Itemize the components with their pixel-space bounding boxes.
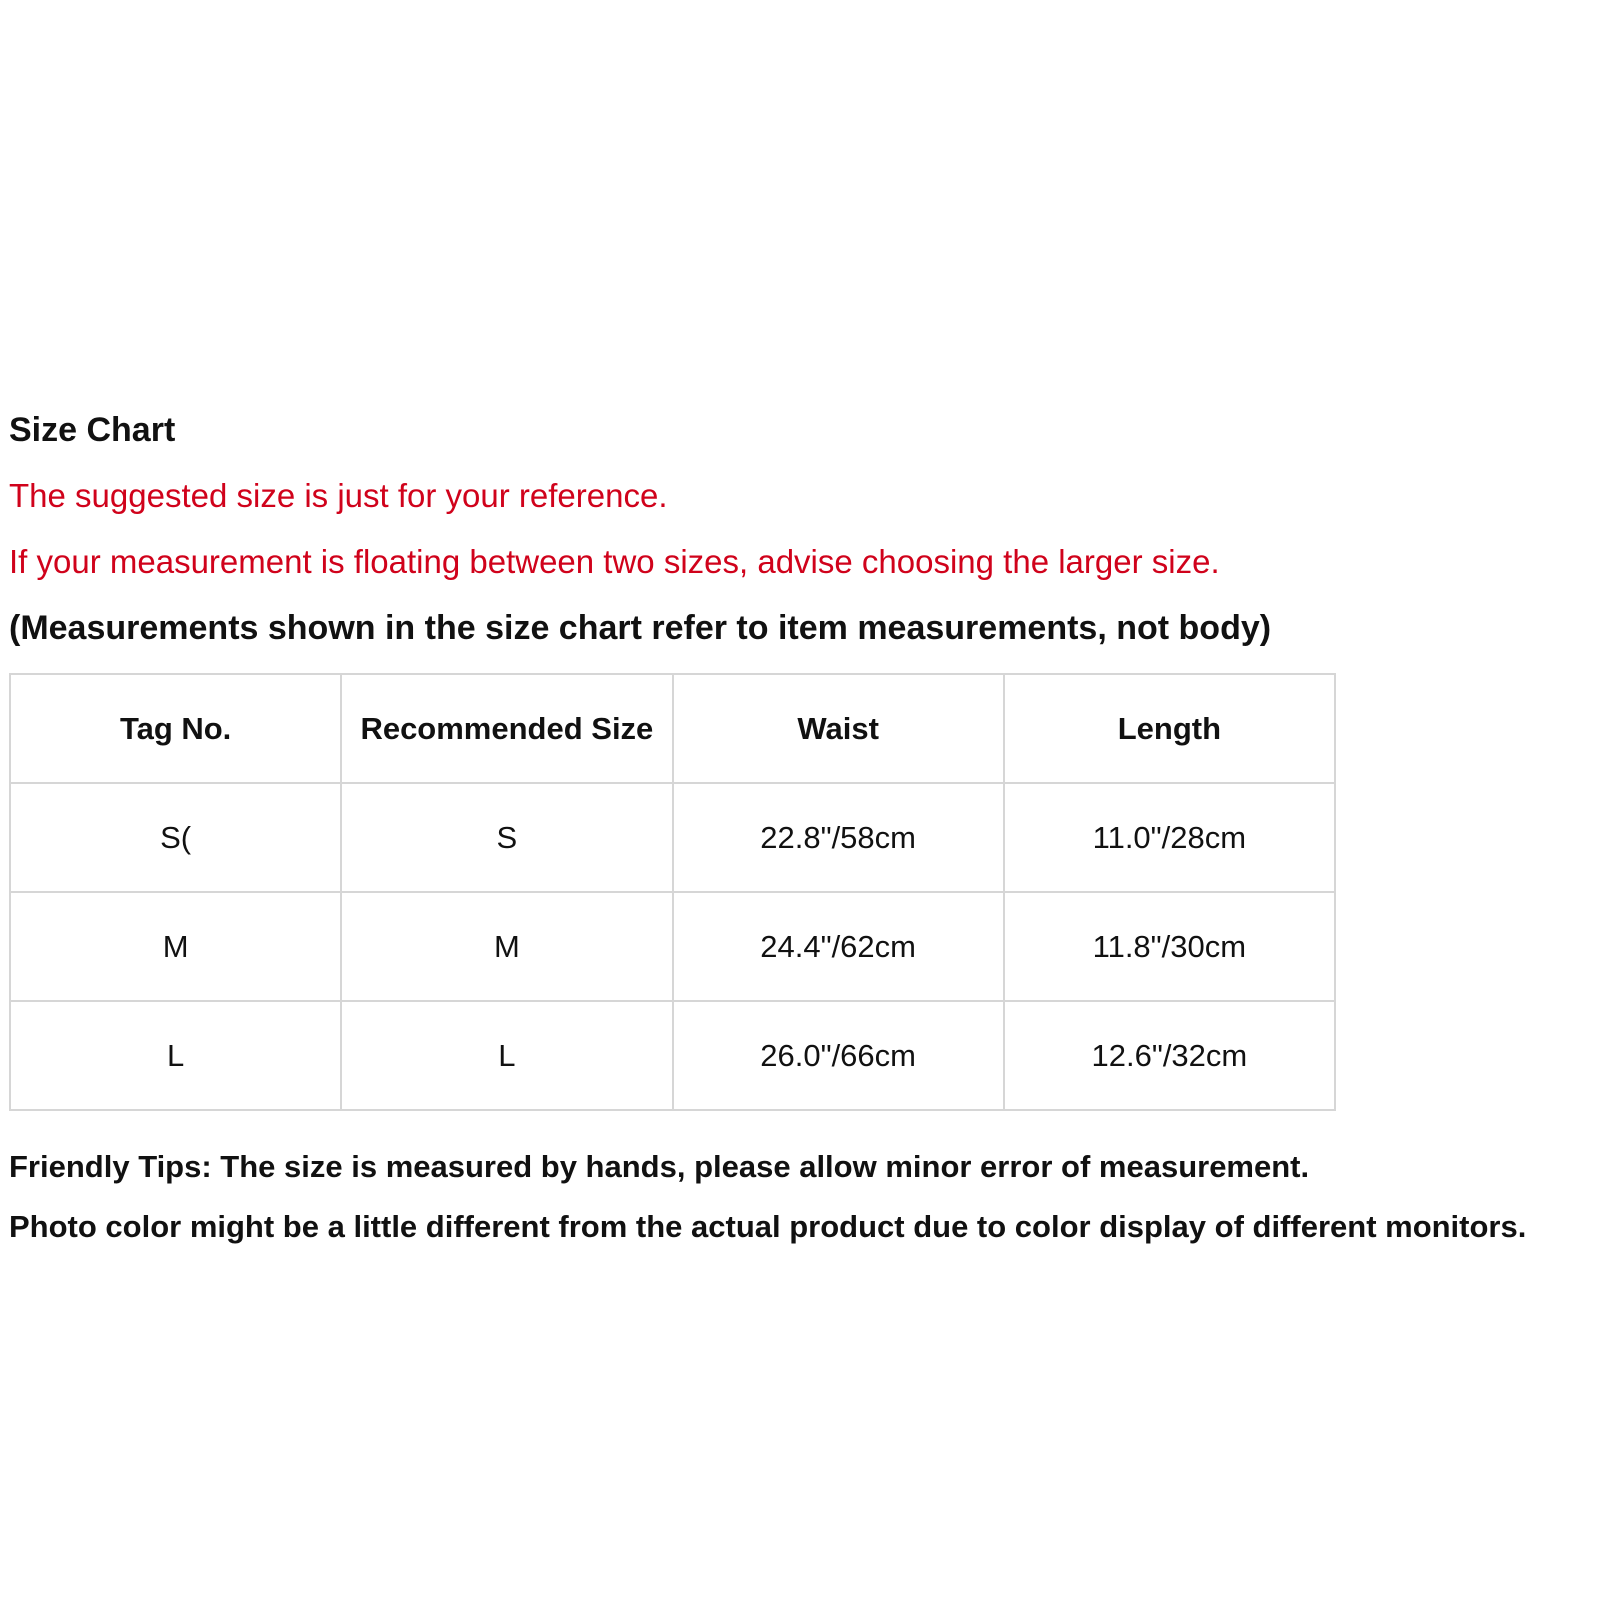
tip-photo-color: Photo color might be a little different from the actual product due to color display of different monitors. [9, 1209, 1527, 1244]
header-waist: Waist [673, 674, 1004, 783]
sizing-advice-note: If your measurement is floating between two sizes, advise choosing the larger size. [9, 543, 1220, 580]
cell-recommended-size: L [341, 1001, 672, 1110]
cell-recommended-size: S [341, 783, 672, 892]
cell-recommended-size: M [341, 892, 672, 1001]
cell-length: 11.8"/30cm [1004, 892, 1335, 1001]
measurement-note: (Measurements shown in the size chart refer to item measurements, not body) [9, 609, 1272, 647]
friendly-tips [9, 1147, 1594, 1247]
header-tag-no: Tag No. [10, 674, 341, 783]
cell-waist: 26.0"/66cm [673, 1001, 1004, 1110]
size-table [9, 673, 1336, 1111]
page-title: Size Chart [9, 411, 176, 449]
size-chart-content [9, 410, 1594, 1267]
cell-length: 11.0"/28cm [1004, 783, 1335, 892]
cell-tag-no: L [10, 1001, 341, 1110]
header-length: Length [1004, 674, 1335, 783]
table-row [10, 783, 1335, 892]
cell-waist: 22.8"/58cm [673, 783, 1004, 892]
header-recommended-size: Recommended Size [341, 674, 672, 783]
cell-waist: 24.4"/62cm [673, 892, 1004, 1001]
table-row [10, 892, 1335, 1001]
tip-measurement: Friendly Tips: The size is measured by hands, please allow minor error of measurement. [9, 1149, 1310, 1184]
table-header-row [10, 674, 1335, 783]
reference-note: The suggested size is just for your reference. [9, 477, 668, 514]
cell-tag-no: S( [10, 783, 341, 892]
cell-tag-no: M [10, 892, 341, 1001]
cell-length: 12.6"/32cm [1004, 1001, 1335, 1110]
table-row [10, 1001, 1335, 1110]
